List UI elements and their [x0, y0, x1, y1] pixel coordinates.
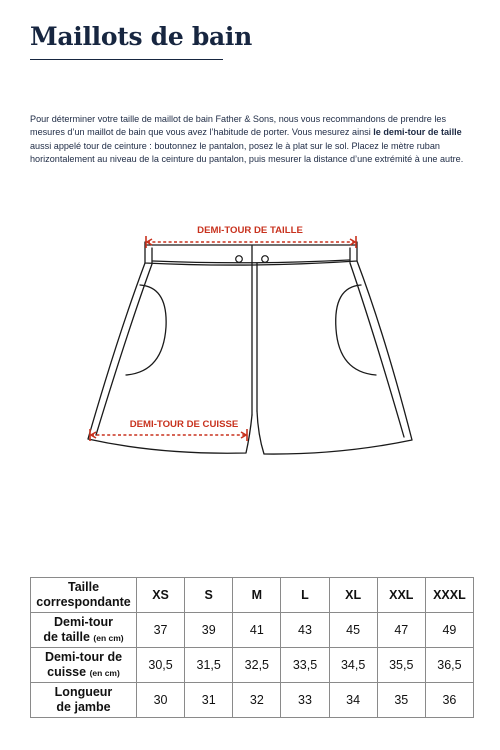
thigh-measure-arrow: [90, 429, 247, 441]
table-cell: 32,5: [233, 648, 281, 683]
table-cell: 30,5: [137, 648, 185, 683]
table-row: [31, 683, 474, 718]
table-row: [31, 648, 474, 683]
intro-text-1: Pour déterminer votre taille de maillot de bain Father & Sons, nous vous recommandons de prendre les mesures d’un maillot de bain que vous avez l’habitude de porter. Vous mesurez ainsi: [30, 114, 447, 138]
size-col-xs: XS: [137, 578, 185, 613]
row-label-thigh: Demi-tour de cuisse (en cm): [31, 648, 137, 683]
size-col-xl: XL: [329, 578, 377, 613]
swim-shorts-diagram: [0, 215, 500, 490]
waistband-inner-line: [153, 260, 349, 263]
table-cell: 34: [329, 683, 377, 718]
title-underline: [30, 59, 223, 60]
table-cell: 33,5: [281, 648, 329, 683]
table-cell: 31,5: [185, 648, 233, 683]
left-side-seam: [96, 264, 152, 435]
right-leg-outline: [257, 261, 412, 454]
table-cell: 43: [281, 613, 329, 648]
intro-text-2: aussi appelé tour de ceinture : boutonnez le pantalon, posez le à plat sur le sol. Placez le mètre ruban horizontalement au niveau de la ceinture du pantalon, puis mesurer la distance d’une extrémité à une autre.: [30, 140, 464, 165]
table-cell: 37: [137, 613, 185, 648]
table-cell: 31: [185, 683, 233, 718]
waist-measure-arrow: [146, 236, 356, 248]
row-label-waist: Demi-tour de taille (en cm): [31, 613, 137, 648]
size-chart-table: [30, 577, 474, 718]
table-cell: 36: [425, 683, 473, 718]
table-cell: 30: [137, 683, 185, 718]
table-cell: 49: [425, 613, 473, 648]
table-cell: 35: [377, 683, 425, 718]
table-cell: 47: [377, 613, 425, 648]
size-header-row: [31, 578, 474, 613]
page-title: Maillots de bain: [30, 22, 253, 51]
waist-measure-label: DEMI-TOUR DE TAILLE: [197, 225, 303, 236]
intro-bold-waist: le demi-tour de taille: [373, 127, 462, 138]
size-col-m: M: [233, 578, 281, 613]
size-col-s: S: [185, 578, 233, 613]
intro-paragraph: [30, 113, 476, 167]
table-cell: 35,5: [377, 648, 425, 683]
table-cell: 32: [233, 683, 281, 718]
table-row: [31, 613, 474, 648]
table-cell: 34,5: [329, 648, 377, 683]
size-col-xxxl: XXXL: [425, 578, 473, 613]
table-cell: 41: [233, 613, 281, 648]
size-header-label: Taille correspondante: [31, 578, 137, 613]
size-col-l: L: [281, 578, 329, 613]
row-label-leg-length: Longueur de jambe: [31, 683, 137, 718]
table-cell: 45: [329, 613, 377, 648]
thigh-measure-label: DEMI-TOUR DE CUISSE: [129, 419, 239, 430]
button-right-icon: [262, 256, 269, 263]
table-cell: 36,5: [425, 648, 473, 683]
size-col-xxl: XXL: [377, 578, 425, 613]
table-cell: 33: [281, 683, 329, 718]
table-cell: 39: [185, 613, 233, 648]
right-side-seam: [350, 263, 404, 437]
button-left-icon: [236, 256, 243, 263]
